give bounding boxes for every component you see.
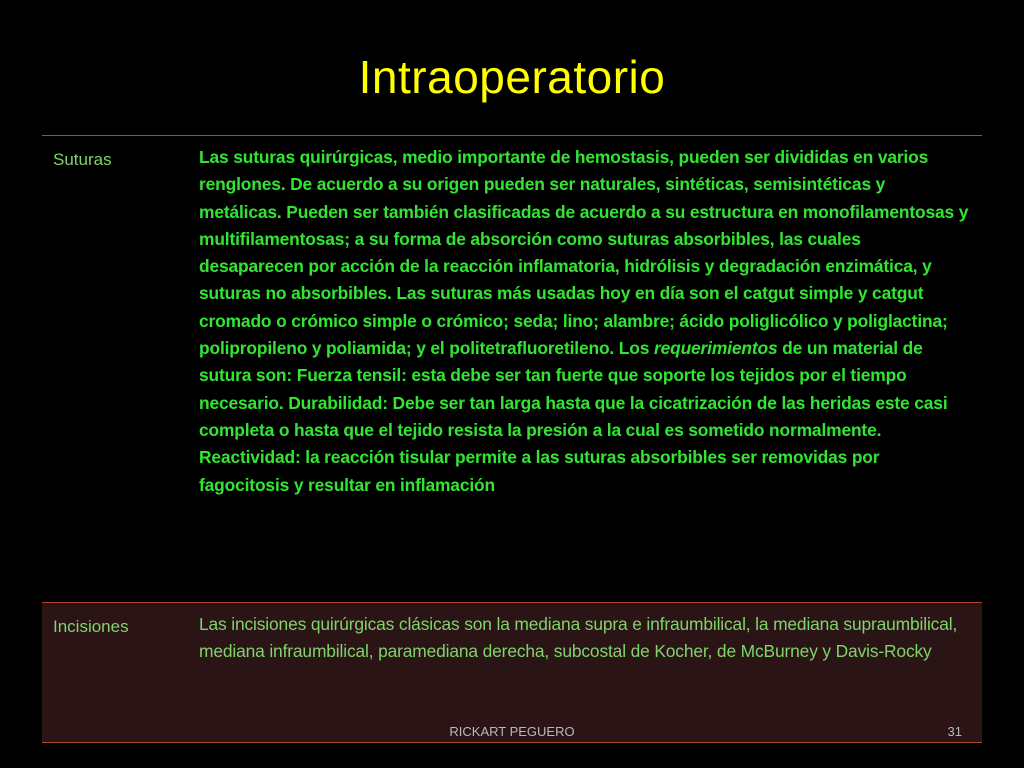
page-number: 31	[947, 724, 962, 739]
suturas-text-part-2: de un material de sutura son: Fuerza tensil: esta debe ser tan fuerte que soporte los tejidos por el tiempo necesario. Durabilidad: Debe ser tan larga hasta que la cicatrización de las heridas este casi completa o hasta que el tejido resista la presión a la cual es sometido normalmente. Reactividad: la reacción tisular permite a las suturas absorbibles ser removidas por fagocitosis y resultar en inflamación	[199, 338, 948, 495]
suturas-text-part-1: Las suturas quirúrgicas, medio importante de hemostasis, pueden ser divididas en varios renglones. De acuerdo a su origen pueden ser naturales, sintéticas, semisintéticas y metálicas. Pueden ser también clasificadas de acuerdo a su estructura en monofilamentosas y multifilamentosas; a su forma de absorción como suturas absorbibles, las cuales desaparecen por acción de la reacción inflamatoria, hidrólisis y degradación enzimática, y suturas no absorbibles. Las suturas más usadas hoy en día son el catgut simple y catgut cromado o crómico simple o crómico; seda; lino; alambre; ácido poliglicólico y poliglactina; polipropileno y poliamida; y el politetrafluoretileno. Los	[199, 147, 969, 359]
table-row-suturas	[42, 136, 982, 603]
row-label-incisiones: Incisiones	[53, 617, 129, 636]
footer-author: RICKART PEGUERO	[449, 724, 575, 739]
row-text-incisiones: Las incisiones quirúrgicas clásicas son la mediana supra e infraumbilical, la mediana supraumbilical, mediana infraumbilical, paramediana derecha, subcostal de Kocher, de McBurney y Davis-Rocky	[199, 614, 958, 662]
row-text-suturas	[187, 136, 982, 602]
row-label-suturas: Suturas	[53, 150, 112, 169]
suturas-text-emphasis: requerimientos	[653, 338, 778, 359]
slide-title: Intraoperatorio	[358, 51, 666, 103]
table-row-incisiones	[42, 603, 982, 743]
content-table	[42, 135, 982, 743]
